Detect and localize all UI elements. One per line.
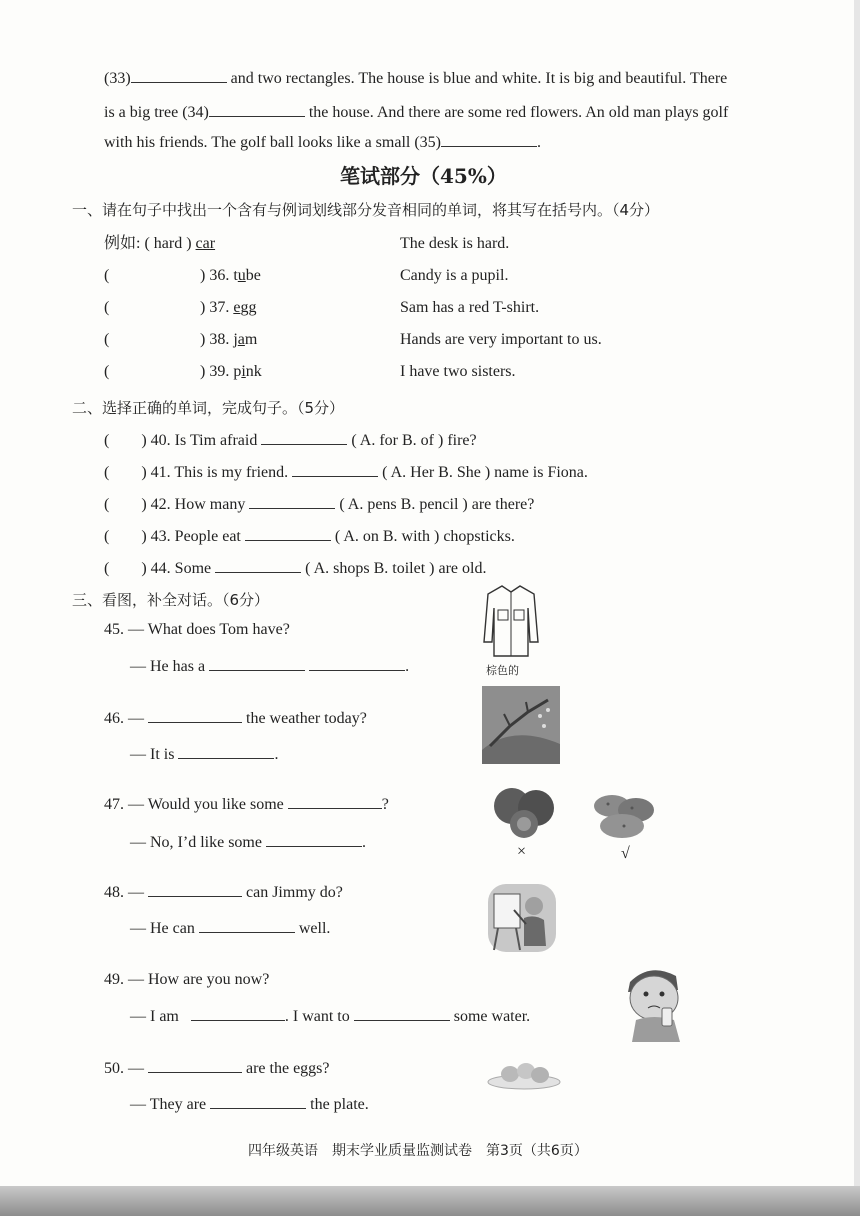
example-prefix: 例如: ( hard ) — [104, 235, 196, 252]
item-rest: m — [244, 331, 258, 348]
passage-text: is a big tree (34) — [104, 104, 209, 121]
underlined-letter: i — [241, 363, 246, 380]
q49-question: 49. — How are you now? — [104, 971, 270, 988]
answer-blank[interactable] — [210, 1094, 306, 1109]
answer-suffix: well. — [298, 920, 331, 937]
q45-answer — [130, 656, 409, 677]
s2-item-44 — [104, 558, 486, 579]
item-label: ) 36. t — [200, 267, 238, 284]
s1-lp: ( — [104, 299, 110, 316]
windy-weather-icon — [482, 686, 560, 764]
q47-answer — [130, 832, 366, 853]
answer-prefix: — It is — [130, 746, 175, 763]
item-label: ) 38. j — [200, 331, 238, 348]
answer-blank[interactable] — [266, 832, 362, 847]
period: . — [405, 658, 410, 675]
blank-35[interactable] — [441, 132, 537, 147]
answer-blank[interactable] — [148, 882, 242, 897]
q50-question — [104, 1058, 330, 1079]
answer-paren[interactable]: ( ) — [104, 496, 147, 513]
q45-question: 45. — What does Tom have? — [104, 621, 290, 638]
answer-blank[interactable] — [148, 1058, 242, 1073]
item-label: ) 37. — [200, 299, 234, 316]
thirsty-boy-icon — [614, 960, 696, 1044]
question-text: are the eggs? — [246, 1060, 330, 1077]
section2-heading: 二、选择正确的单词，完成句子。（5分） — [72, 399, 345, 417]
eggs-on-plate-icon — [486, 1058, 562, 1092]
blank-34[interactable] — [209, 102, 305, 117]
q47-question — [104, 794, 389, 815]
shirt-icon — [482, 580, 540, 660]
s1-lp: ( — [104, 267, 110, 284]
boy-painting-icon — [484, 880, 560, 956]
answer-blank[interactable] — [215, 558, 301, 573]
answer-paren[interactable]: ( ) — [104, 528, 147, 545]
s1-sentence-37: Sam has a red T-shirt. — [400, 299, 540, 316]
answer-blank[interactable] — [148, 708, 242, 723]
question-prefix: 48. — — [104, 884, 144, 901]
question-prefix: 50. — — [104, 1060, 144, 1077]
s2-item-40 — [104, 430, 477, 451]
s1-item-36 — [200, 266, 261, 286]
answer-prefix: — No, I’d like some — [130, 834, 262, 851]
passage-line-1 — [104, 68, 727, 89]
answer-blank[interactable] — [354, 1006, 450, 1021]
answer-paren[interactable]: ( ) — [104, 560, 147, 577]
example-row — [104, 234, 215, 254]
question-text: 41. This is my friend. — [150, 464, 289, 481]
passage-text: and two rectangles. The house is blue and white. It is big and beautiful. There — [230, 70, 728, 87]
q46-question — [104, 708, 367, 729]
example-word: car — [195, 235, 216, 252]
passage-text: with his friends. The golf ball looks like a small (35) — [104, 134, 441, 151]
answer-blank[interactable] — [309, 656, 405, 671]
passage-line-2 — [104, 102, 728, 123]
page-footer: 四年级英语 期末学业质量监测试卷 第3页（共6页） — [248, 1143, 588, 1159]
s1-item-38 — [200, 330, 257, 350]
underlined-letter: a — [237, 331, 245, 348]
shirt-caption: 棕色的 — [486, 664, 519, 677]
example-sentence: The desk is hard. — [400, 235, 510, 252]
s1-sentence-39: I have two sisters. — [400, 363, 516, 380]
passage-text: . — [536, 134, 541, 151]
options-text: ( A. Her B. She ) name is Fiona. — [382, 464, 588, 481]
answer-suffix: the plate. — [310, 1096, 369, 1113]
q46-answer — [130, 744, 278, 765]
scan-bottom-border — [0, 1186, 860, 1216]
item-rest: gg — [240, 299, 257, 316]
s1-lp: ( — [104, 363, 110, 380]
s2-item-41 — [104, 462, 588, 483]
question-text: the weather today? — [246, 710, 367, 727]
tomatoes-icon — [490, 782, 558, 840]
q49-answer — [130, 1006, 530, 1027]
question-text: 42. How many — [150, 496, 246, 513]
scan-edge — [854, 0, 860, 1216]
q48-answer — [130, 918, 330, 939]
answer-prefix: — They are — [130, 1096, 207, 1113]
question-prefix: 46. — — [104, 710, 144, 727]
period: . — [274, 746, 279, 763]
question-mark: ? — [381, 796, 389, 813]
item-label: ) 39. p — [200, 363, 242, 380]
answer-middle: . I want to — [284, 1008, 350, 1025]
answer-blank[interactable] — [292, 462, 378, 477]
answer-prefix: — He has a — [130, 658, 206, 675]
answer-blank[interactable] — [249, 494, 335, 509]
s1-sentence-36: Candy is a pupil. — [400, 267, 509, 284]
answer-prefix: — He can — [130, 920, 195, 937]
s1-item-37 — [200, 298, 256, 318]
answer-blank[interactable] — [245, 526, 331, 541]
q50-answer — [130, 1094, 369, 1115]
options-text: ( A. for B. of ) fire? — [351, 432, 477, 449]
section1-heading: 一、请在句子中找出一个含有与例词划线部分发音相同的单词，将其写在括号内。（4分） — [72, 201, 660, 219]
answer-blank[interactable] — [261, 430, 347, 445]
check-mark-icon: √ — [621, 845, 630, 862]
answer-blank[interactable] — [199, 918, 295, 933]
underlined-letter: e — [233, 299, 241, 316]
question-text: 47. — Would you like some — [104, 796, 284, 813]
period: . — [361, 834, 366, 851]
blank-33-label: (33) — [104, 70, 131, 87]
options-text: ( A. pens B. pencil ) are there? — [339, 496, 535, 513]
s1-item-39 — [200, 362, 262, 382]
question-text: can Jimmy do? — [246, 884, 343, 901]
potatoes-icon — [588, 786, 660, 842]
answer-blank[interactable] — [209, 656, 305, 671]
passage-text: the house. And there are some red flowers. An old man plays golf — [308, 104, 729, 121]
answer-suffix: some water. — [453, 1008, 531, 1025]
wrong-mark-icon: × — [517, 843, 527, 860]
answer-blank[interactable] — [178, 744, 274, 759]
written-part-title: 笔试部分（45%） — [340, 164, 507, 188]
answer-paren[interactable]: ( ) — [104, 464, 147, 481]
underlined-letter: u — [237, 267, 246, 284]
s1-lp: ( — [104, 331, 110, 348]
question-text: 43. People eat — [150, 528, 241, 545]
question-text: 40. Is Tim afraid — [150, 432, 258, 449]
answer-paren[interactable]: ( ) — [104, 432, 147, 449]
question-text: 44. Some — [150, 560, 212, 577]
s2-item-43 — [104, 526, 515, 547]
options-text: ( A. shops B. toilet ) are old. — [305, 560, 487, 577]
item-rest: nk — [245, 363, 262, 380]
passage-line-3 — [104, 132, 541, 153]
answer-prefix: — I am — [130, 1008, 179, 1025]
item-rest: be — [245, 267, 261, 284]
options-text: ( A. on B. with ) chopsticks. — [334, 528, 515, 545]
blank-33[interactable] — [131, 68, 227, 83]
answer-blank[interactable] — [288, 794, 382, 809]
q48-question — [104, 882, 343, 903]
section3-heading: 三、看图，补全对话。（6分） — [72, 591, 270, 609]
s1-sentence-38: Hands are very important to us. — [400, 331, 602, 348]
answer-blank[interactable] — [191, 1006, 285, 1021]
s2-item-42 — [104, 494, 534, 515]
